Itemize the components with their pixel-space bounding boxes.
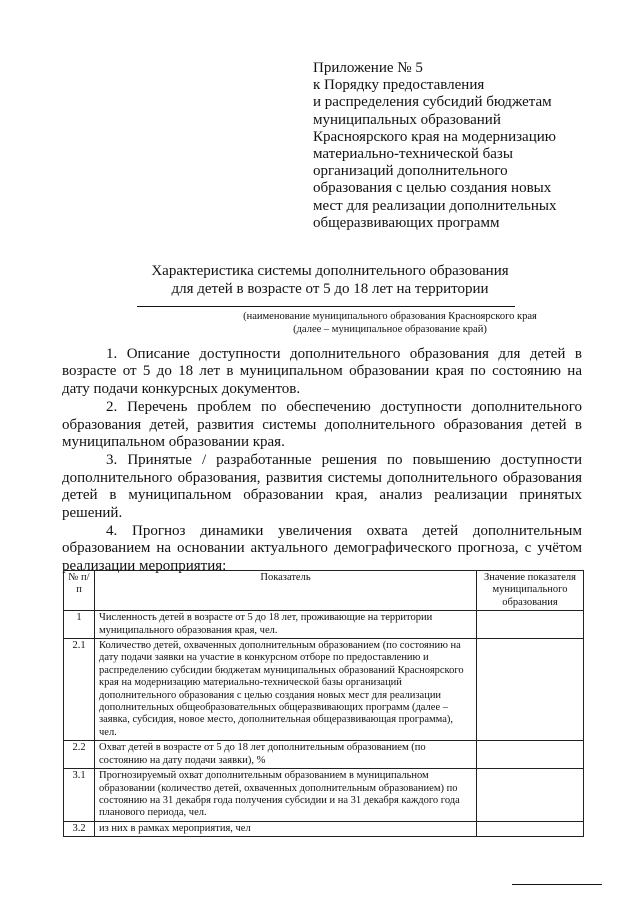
table-row	[64, 639, 584, 741]
row-value	[477, 741, 584, 769]
appendix-line: образования с целью создания новых	[313, 180, 552, 197]
title-line-2: для детей в возрасте от 5 до 18 лет на территории	[171, 281, 489, 297]
row-value	[477, 769, 584, 822]
caption-line-1: (наименование муниципального образования Красноярского края	[243, 311, 537, 322]
appendix-line: Красноярского края на модернизацию	[313, 128, 556, 145]
row-number: 3.1	[64, 769, 95, 822]
appendix-line: организаций дополнительного	[313, 163, 508, 180]
paragraph-3: 3. Принятые / разработанные решения по повышению доступности дополнительного образования, развития системы дополнительного образования детей в муниципальном образовании края, анализ реализации принятых решений.	[62, 452, 582, 521]
row-indicator: Численность детей в возрасте от 5 до 18 лет, проживающие на территории муниципального образования края, чел.	[95, 611, 477, 639]
row-indicator: Прогнозируемый охват дополнительным образованием в муниципальном образовании (количество детей, охваченных дополнительным образованием) по состоянию на 31 декабря года получения субсидии и на 31 декабря каждого года планового периода, чел.	[95, 769, 477, 822]
appendix-line: муниципальных образований	[313, 111, 501, 128]
row-indicator: из них в рамках мероприятия, чел	[95, 821, 477, 836]
caption-line-2: (далее – муниципальное образование край)	[293, 323, 487, 335]
appendix-line: общеразвивающих программ	[313, 214, 500, 231]
appendix-line: материально-технической базы	[313, 146, 513, 163]
row-value	[477, 821, 584, 836]
table-row	[64, 821, 584, 836]
row-value	[477, 639, 584, 741]
table-row	[64, 741, 584, 769]
header-value: Значение показателя муниципального образования	[477, 571, 584, 611]
appendix-line: и распределения субсидий бюджетам	[313, 94, 552, 111]
paragraph-4: 4. Прогноз динамики увеличения охвата детей дополнительным образованием на основании актуального демографического прогноза, с учётом реализации мероприятия:	[62, 523, 582, 574]
appendix-line: к Порядку предоставления	[313, 77, 485, 94]
document-title	[40, 262, 620, 298]
municipality-blank-line	[137, 306, 515, 307]
row-indicator: Количество детей, охваченных дополнительным образованием (по состоянию на дату подачи заявки на участие в конкурсном отборе по предоставлению и распределению субсидии бюджетам муниципальных образований Красноярского края на модернизацию материально-технической базы организаций дополнительного образования с целью создания новых мест для реализации дополнительных общеобразовательных общеразвивающих программ (далее – заявка, субсидия, новое место, дополнительная общеразвивающая программа), чел.	[95, 639, 477, 741]
appendix-header	[313, 60, 613, 232]
title-line-1: Характеристика системы дополнительного образования	[151, 263, 509, 279]
row-number: 3.2	[64, 821, 95, 836]
row-number: 2.2	[64, 741, 95, 769]
header-number: № п/п	[64, 571, 95, 611]
row-number: 2.1	[64, 639, 95, 741]
row-indicator: Охват детей в возрасте от 5 до 18 лет дополнительным образованием (по состоянию на дату подачи заявки), %	[95, 741, 477, 769]
row-number: 1	[64, 611, 95, 639]
appendix-line: Приложение № 5	[313, 60, 423, 76]
row-value	[477, 611, 584, 639]
paragraph-1: 1. Описание доступности дополнительного образования для детей в возрасте от 5 до 18 лет в муниципальном образовании края по состоянию на дату подачи конкурсных документов.	[62, 346, 582, 397]
municipality-caption	[200, 311, 580, 336]
indicators-table	[63, 570, 584, 837]
table-header-row	[64, 571, 584, 611]
header-indicator: Показатель	[95, 571, 477, 611]
body-text	[62, 346, 582, 576]
appendix-line: мест для реализации дополнительных	[313, 197, 557, 214]
table-row	[64, 611, 584, 639]
paragraph-2: 2. Перечень проблем по обеспечению доступности дополнительного образования детей, развития системы дополнительного образования детей в муниципальном образовании края.	[62, 399, 582, 451]
footer-rule	[512, 884, 602, 885]
table-row	[64, 769, 584, 822]
